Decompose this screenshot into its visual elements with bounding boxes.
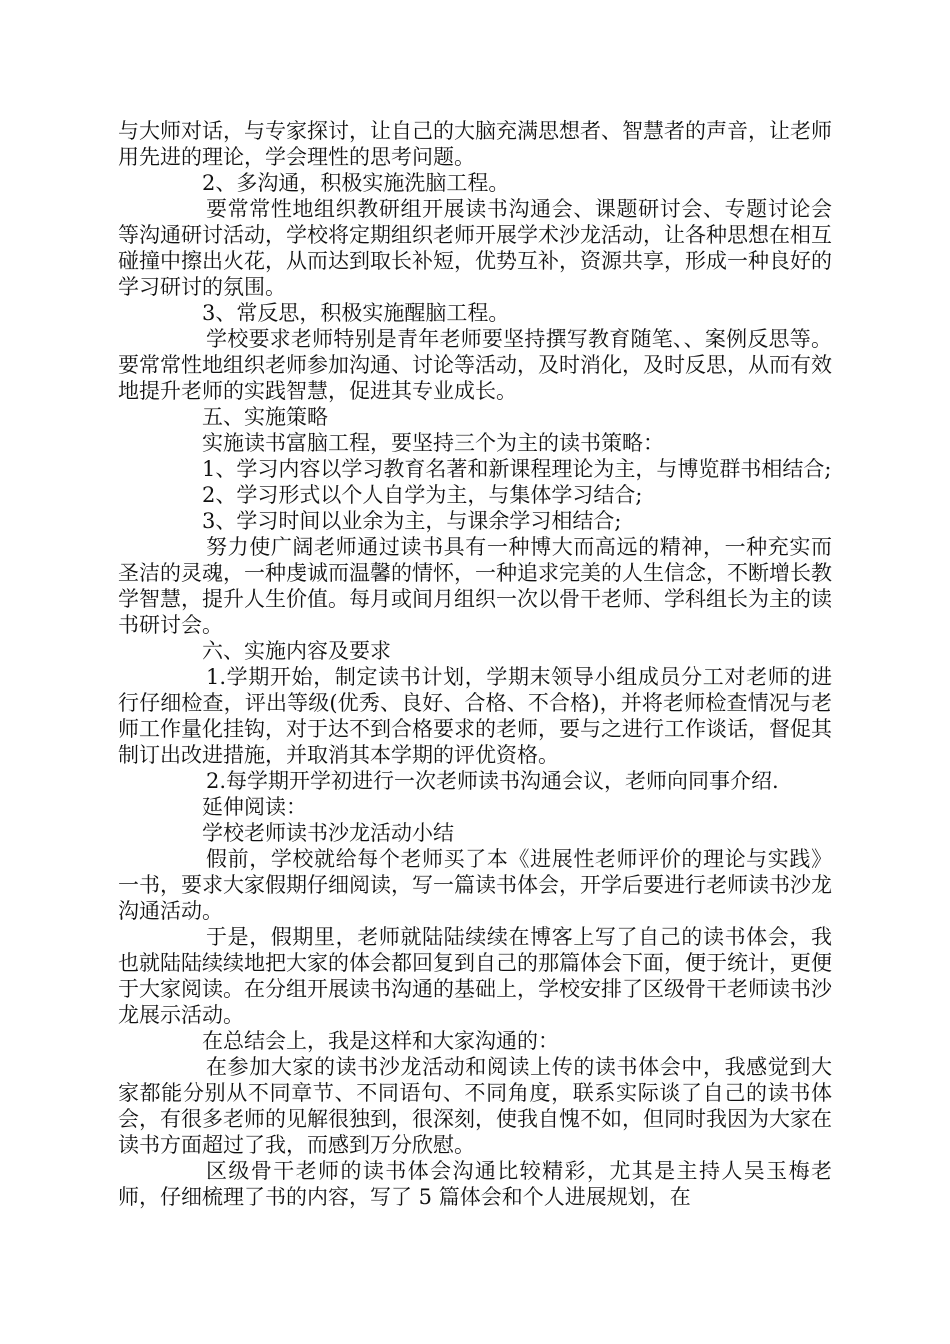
list-item: 2、学习形式以个人自学为主，与集体学习结合;	[202, 483, 643, 507]
paragraph: 实施读书富脑工程，要坚持三个为主的读书策略：	[202, 431, 664, 455]
document-body	[118, 118, 832, 1210]
paragraph: 1.学期开始，制定读书计划，学期末领导小组成员分工对老师的进行仔细检查，评出等级(优秀、良好、合格、不合格)，并将老师检查情况与老师工作量化挂钩，对于达不到合格要求的老师，要与之进行工作谈话，督促其制订出改进措施，并取消其本学期的评优资格。	[118, 665, 832, 767]
section-heading: 延伸阅读：	[202, 795, 307, 819]
section-heading: 五、实施策略	[202, 405, 328, 429]
list-item: 3、学习时间以业余为主，与课余学习相结合;	[202, 509, 622, 533]
paragraph: 于是，假期里，老师就陆陆续续在博客上写了自己的读书体会，我也就陆陆续续地把大家的体会都回复到自己的那篇体会下面，便于统计，更便于大家阅读。在分组开展读书沟通的基础上，学校安排了区级骨干老师读书沙龙展示活动。	[118, 925, 832, 1027]
paragraph: 假前，学校就给每个老师买了本《进展性老师评价的理论与实践》一书，要求大家假期仔细阅读，写一篇读书体会，开学后要进行老师读书沙龙沟通活动。	[118, 847, 832, 923]
paragraph: 要常常性地组织教研组开展读书沟通会、课题研讨会、专题讨论会等沟通研讨活动，学校将定期组织老师开展学术沙龙活动，让各种思想在相互碰撞中擦出火花，从而达到取长补短，优势互补，资源共享，形成一种良好的学习研讨的氛围。	[118, 197, 832, 299]
paragraph: 学校要求老师特别是青年老师要坚持撰写教育随笔、、案例反思等。要常常性地组织老师参加沟通、讨论等活动，及时消化，及时反思，从而有效地提升老师的实践智慧，促进其专业成长。	[118, 327, 832, 403]
paragraph: 在总结会上，我是这样和大家沟通的：	[202, 1029, 559, 1053]
paragraph: 2.每学期开学初进行一次老师读书沟通会议，老师向同事介绍.	[206, 769, 779, 793]
article-title: 学校老师读书沙龙活动小结	[202, 821, 454, 845]
paragraph: 努力使广阔老师通过读书具有一种博大而高远的精神，一种充实而圣洁的灵魂，一种虔诚而温馨的情怀，一种追求完美的人生信念，不断增长教学智慧，提升人生价值。每月或间月组织一次以骨干老师、学科组长为主的读书研讨会。	[118, 535, 832, 637]
paragraph: 与大师对话，与专家探讨，让自己的大脑充满思想者、智慧者的声音，让老师用先进的理论，学会理性的思考问题。	[118, 119, 832, 169]
list-item: 1、学习内容以学习教育名著和新课程理论为主，与博览群书相结合;	[202, 457, 832, 481]
paragraph: 区级骨干老师的读书体会沟通比较精彩，尤其是主持人吴玉梅老师，仔细梳理了书的内容，写了 5 篇体会和个人进展规划，在	[118, 1159, 832, 1209]
section-heading: 六、实施内容及要求	[202, 639, 391, 663]
paragraph-heading: 2、多沟通，积极实施洗脑工程。	[202, 171, 510, 195]
paragraph: 在参加大家的读书沙龙活动和阅读上传的读书体会中，我感觉到大家都能分别从不同章节、不同语句、不同角度，联系实际谈了自己的读书体会，有很多老师的见解很独到，很深刻，使我自愧不如，但同时我因为大家在读书方面超过了我，而感到万分欣慰。	[118, 1055, 832, 1157]
paragraph-heading: 3、常反思，积极实施醒脑工程。	[202, 301, 510, 325]
